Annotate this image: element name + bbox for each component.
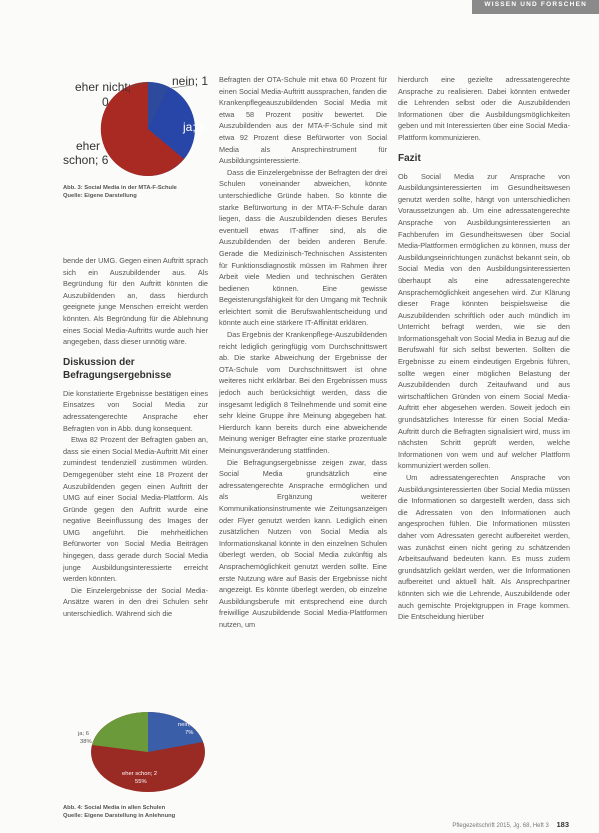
pie1-label-eher-nicht: eher nicht; (75, 80, 132, 94)
col1-paragraph-3: Etwa 82 Prozent der Befragten gaben an, dass sie einen Social Media-Auftritt Mit einer zumindest tendenziell zustimmen würden. Demgegenüber steht eine 18 Prozent der Auszubildenden gegen einen Auftritt der UMG auf einer Social Media-Plattform. Als Gründe gegen den Auftritt wurde eine negative Beeinflussung des Images der UMG angeführt. Die mehrheitlichen Befürworter von Social Media Beiträgen hingegen, dass gerade durch Social Media junge Ausbildungsinteressierte erreicht werden könnten. (63, 435, 208, 584)
col3-paragraph-1: hierdurch eine gezielte adressatengerechte Ansprache zu realisieren. Dabei könnten entweder die Lehrenden selbst oder die Auszubildenden Informationen über die Ausbildungsmöglichkeiten geben und mit Interessierten über eine Social Media-Plattform kommunizieren. (398, 75, 570, 142)
col3-paragraph-3: Um adressatengerechten Ansprache von Ausbildungsinteressierten über Social Media müssen die Informationen so dargestellt werden, dass sich die Adressaten von den Informationen auch angesprochen fühlen. Die Informationen müssten daher vom Adressaten gerecht aufbereitet werden, was zunächst einen nicht gering zu schätzenden Arbeitsaufwand bedeuten kann. Es muss zudem grundsätzlich geklärt werden, wer die Informationen aufbereitet und aktuell hält. Als Ansprechpartner könnten sich wie die Lehrende, Auszubildende oder auch gemischte Projektgruppen in Frage kommen. Die Entscheidung hierüber (398, 473, 570, 622)
conclusion-heading: Fazit (398, 152, 421, 164)
figure1-caption-title: Abb. 3: Social Media in der MTA-F-Schule (63, 185, 177, 191)
figure1-caption (63, 184, 213, 200)
pie1-label-nein: nein; 1 (172, 74, 209, 88)
pie2-label-nein-pct: 7% (185, 730, 194, 736)
pie1-label-eher-schon-b: schon; 6 (63, 153, 109, 167)
pie2-label-ja: ja; 6 (78, 731, 89, 737)
col2-paragraph-3: Das Ergebnis der Krankenpflege-Auszubildenden reicht lediglich geringfügig vom Durchschnittswert ab. Die starke Abweichung der Ergebnisse der OTA-Schule vom Durchschnittswert ist ohne weiteres nicht erklärbar. Bei den Ergebnissen muss jedoch auch berücksichtigt werden, dass die insgesamt lediglich 8 Teilnehmende und somit eine sehr kleine Gruppe ihre Meinung abgegeben hat. Hierdurch kann bereits durch eine abweichende Meinung weniger Befragter eine starke prozentuale Meinungsveränderung stattfinden. (219, 330, 387, 455)
pie2-label-ja-pct: 38% (80, 739, 92, 745)
figure2-caption-source: Quelle: Eigene Darstellung in Anlehnung (63, 813, 176, 819)
column-2 (219, 74, 387, 631)
pie1-label-eher-nicht-value: 0 (102, 95, 109, 109)
col1-paragraph-1: bende der UMG. Gegen einen Auftritt sprach sich ein Auszubildender aus. Als Begründung für den Auftritt könnten die Auszubildenden an, dass hierdurch geeignete junge Menschen erreicht werden könnten. Als Begründung für die Ablehnung eines Social Media-Auftritts wurde auch hier angegeben, dass dieser unnötig wäre. (63, 256, 208, 347)
page-footer (452, 820, 569, 829)
figure2-caption (63, 804, 213, 820)
pie2-label-nein: nein; 1 (178, 722, 196, 728)
figure2-pie (63, 700, 213, 802)
pie2-label-eher-schon: eher schon; 2 (122, 771, 158, 777)
col2-paragraph-4: Die Befragungsergebnisse zeigen zwar, dass Social Media grundsätzlich eine adressatengerechte Ansprache ermöglichen und als Ergänzung weiterer Kommunikationsinstrumente wie Zeitungsanzeigen oder Flyer genutzt werden kann. Lediglich einen zusätzlichen Nutzen von Social Media als Informationskanal könnte in den einzelnen Schulen überlegt werden, ob Social Media zukünftig als Ansprachemöglichkeit genutzt werden sollte. Eine erste Nutzung wäre auf Basis der Ergebnisse nicht angezeigt. Es könnte überlegt werden, ob einzelne Ausbildungsberufe mit entsprechend eine durch freiwillige Auszubildende Social Media-Plattformen nutzen, um (219, 457, 387, 629)
discussion-heading: Diskussion der Befragungsergebnisse (63, 356, 172, 381)
col2-paragraph-2: Dass die Einzelergebnisse der Befragten der drei Schulen voneinander abweichen, könnte unterschiedliche Gründe haben. So könnte die starke Befürwortung in der MTA-F-Schule daran liegen, dass die Auszubildenden dieses Berufes eventuell etwas IT-affiner sind, als die Auszubildenden der beiden anderen Berufe. Gerade die Medizinisch-Technischen Assistenten für Funktionsdiagnostik müssen im Rahmen ihrer Arbeit viele Medien und technischen Geräten bedienen können. Eine gewisse Begeisterungsfähigkeit für den Umgang mit Technik erleichtert somit die Berufswahlentscheidung und könnte auch eine stärkere IT-Affinität erklären. (219, 167, 387, 328)
figure1-caption-source: Quelle: Eigene Darstellung (63, 193, 137, 199)
column-3 (398, 74, 570, 623)
pie1-label-eher-schon-a: eher (76, 139, 101, 153)
pie2-label-eher-schon-pct: 55% (135, 779, 147, 785)
footer-source: Pflegezeitschrift 2015, Jg. 68, Heft 3 (452, 823, 549, 829)
section-title: WISSEN UND FORSCHEN (484, 1, 587, 8)
col3-paragraph-2: Ob Social Media zur Ansprache von Ausbildungsinteressierten im Gesundheitswesen genutzt werden sollte, hängt von unterschiedlichen Voraussetzungen ab. Um eine adressatengerechte Ansprache von Ausbildungsinteressierten an Fachberufen im Gesundheitswesen über Social Media-Plattformen ermöglichen zu können, muss der Ausbildungseinrichtungen zunächst bekannt sein, ob Social Media von den Ausbildungsinteressierten überhaupt als eine adressatengerechte Ansprachemöglichkeit angesehen wird. Zur Klärung dieser Frage könnten beispielsweise die Auszubildenden schriftlich oder auch mündlich im Unterricht befragt werden, wie sie den Informationsgehalt von Social Media in Bezug auf die Berufswahl für sich selbst bewerten. Sollten die Ergebnisse zu einem eindeutigen Ergebnis führen, sollte wegen einer möglichen Belastung der Auszubildenden durch Zeitaufwand und aus wirtschaftlichen Gründen von einem Social Media-Auftritt eher abgesehen werden. Soweit jedoch ein grundsätzliches Interesse für einen Social Media-Auftritt durch die Befragten signalisiert wird, muss im nächsten Schritt geprüft werden, welche Informationen von wem und auf welcher Plattform kommuniziert werden sollen. (398, 171, 570, 471)
column-1 (63, 255, 208, 620)
pie2-slice-ja (92, 712, 148, 752)
col2-paragraph-1: Befragten der OTA-Schule mit etwa 60 Prozent für einen Social Media-Auftritt aussprachen, fanden die Krankenpflegeauszubildenden Social Media mit etwa 58 Prozent positiv bewertet. Die Auszubildenden aus der MTA-F-Schule sind mit etwa 92 Prozent diese Befürworter von Social Media als Ansprechinstrument für Ausbildungsinteressierte. (219, 75, 387, 166)
section-header (472, 0, 599, 14)
col1-paragraph-4: Die Einzelergebnisse der Social Media-Ansätze waren in den drei Schulen sehr unterschiedlich. Während sich die (63, 585, 208, 619)
page-number: 183 (556, 820, 569, 829)
col1-paragraph-2: Die konstatierte Ergebnisse bestätigen eines Einsatzes von Social Media zur adressatengerechte Ansprache eher Befragten von in Abb. dung konsequent. (63, 388, 208, 433)
figure2-caption-title: Abb. 4: Social Media in allen Schulen (63, 805, 166, 811)
pie1-label-ja: ja; 6 (183, 120, 206, 134)
